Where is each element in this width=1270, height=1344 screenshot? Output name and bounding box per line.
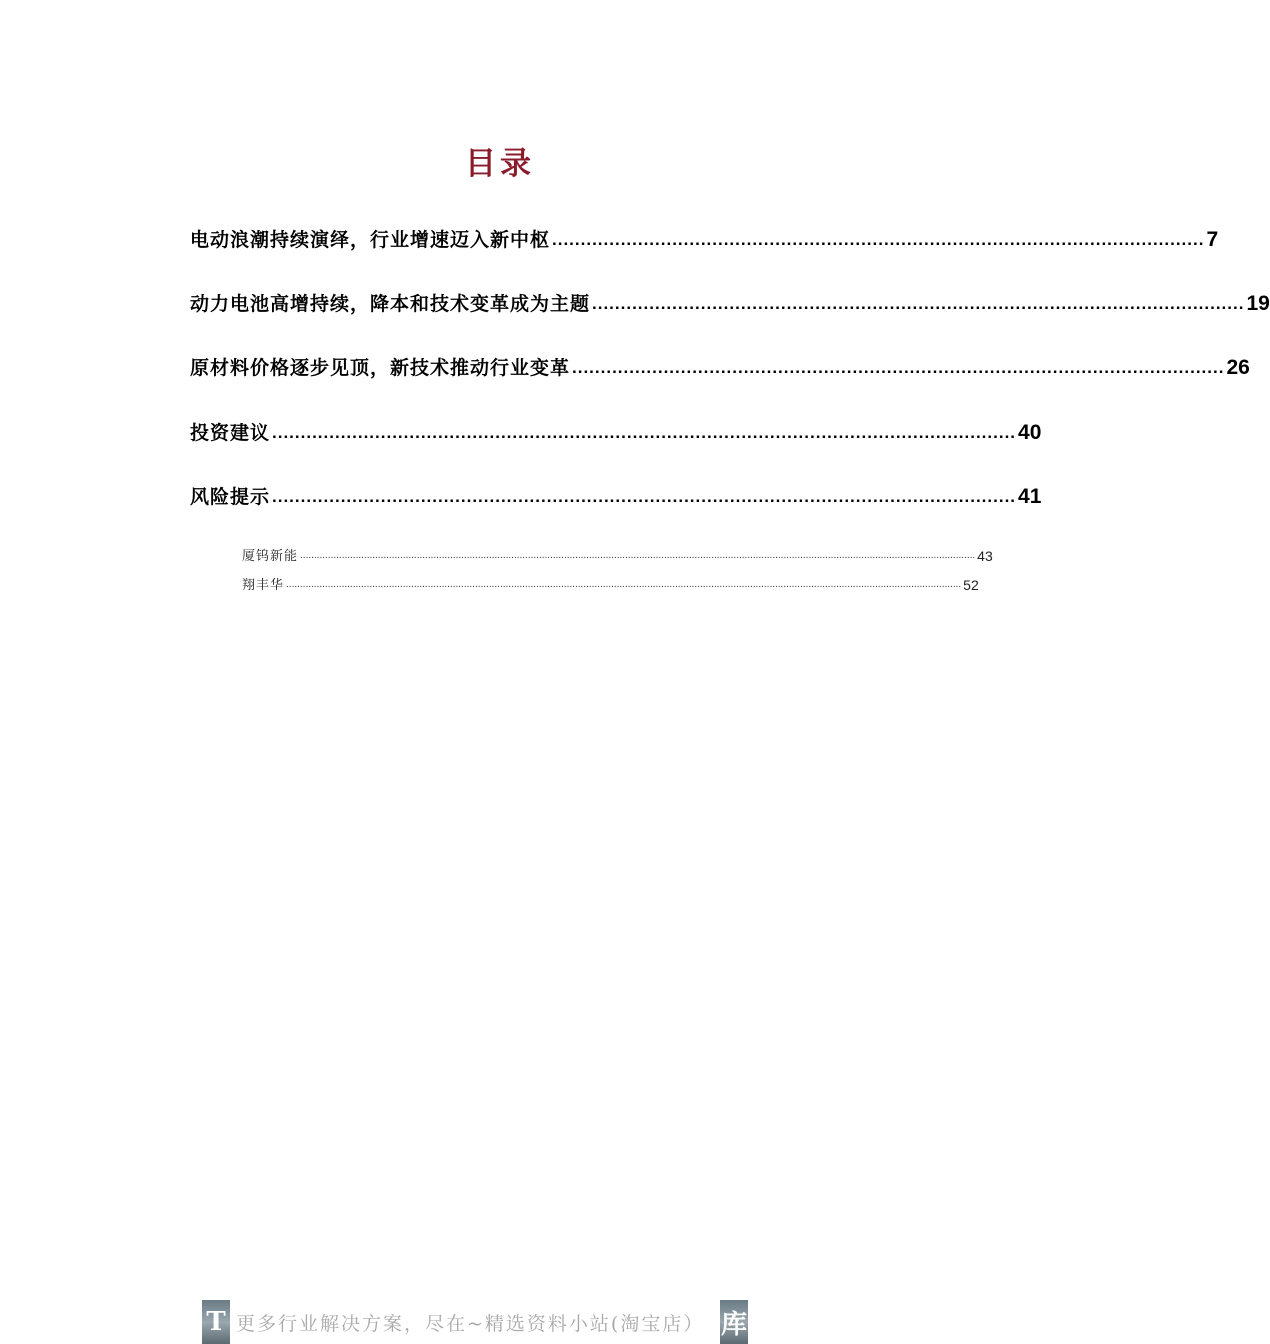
toc-leader-dots: .................................................................................................................................. bbox=[272, 487, 1017, 506]
toc-entry-3[interactable] bbox=[190, 352, 1250, 380]
toc-entry-label: 动力电池高增持续，降本和技术变革成为主题 bbox=[190, 293, 591, 315]
toc-entry-page: 19 bbox=[1246, 292, 1270, 315]
toc-subentry-1[interactable] bbox=[242, 546, 993, 564]
page-title: 目录 bbox=[465, 146, 535, 182]
toc-entry-4[interactable] bbox=[190, 417, 1042, 445]
toc-entry-page: 40 bbox=[1018, 421, 1042, 444]
toc-entry-label: 电动浪潮持续演绎，行业增速迈入新中枢 bbox=[190, 229, 551, 251]
toc-entry-1[interactable] bbox=[190, 224, 1219, 252]
toc-leader-dots: .................................................................................................................. bbox=[592, 294, 1245, 313]
toc-entry-label: 风险提示 bbox=[190, 486, 271, 508]
toc-entry-5[interactable] bbox=[190, 481, 1042, 509]
footer-right-badge: 库 bbox=[720, 1300, 748, 1344]
toc-subentry-page: 43 bbox=[977, 548, 993, 564]
toc-leader-dots: .................................................................................................................................. bbox=[272, 423, 1017, 442]
toc-subentry-2[interactable] bbox=[242, 575, 979, 593]
toc-entry-label: 投资建议 bbox=[190, 422, 271, 444]
toc-subentry-label: 厦钨新能 bbox=[242, 549, 299, 564]
toc-entry-label: 原材料价格逐步见顶，新技术推动行业变革 bbox=[190, 357, 571, 379]
toc-leader-dots: ................................................................................................................................................................................................................................................... bbox=[300, 550, 976, 561]
toc-subentry-label: 翔丰华 bbox=[242, 578, 285, 593]
toc-subentry-page: 52 bbox=[963, 577, 979, 593]
toc-entry-page: 7 bbox=[1206, 228, 1219, 251]
footer-banner bbox=[202, 1300, 748, 1344]
toc-entry-page: 41 bbox=[1018, 485, 1042, 508]
toc-entry-page: 26 bbox=[1226, 356, 1250, 379]
toc-leader-dots: .................................................................................................................. bbox=[572, 358, 1225, 377]
toc-leader-dots: .................................................................................................................. bbox=[552, 230, 1205, 249]
footer-text: 更多行业解决方案，尽在~精选资料小站(淘宝店） bbox=[236, 1313, 705, 1335]
toc-leader-dots: ................................................................................................................................................................................................................................................... bbox=[286, 579, 962, 590]
toc-entry-2[interactable] bbox=[190, 288, 1270, 316]
footer-left-badge: T bbox=[202, 1300, 230, 1344]
